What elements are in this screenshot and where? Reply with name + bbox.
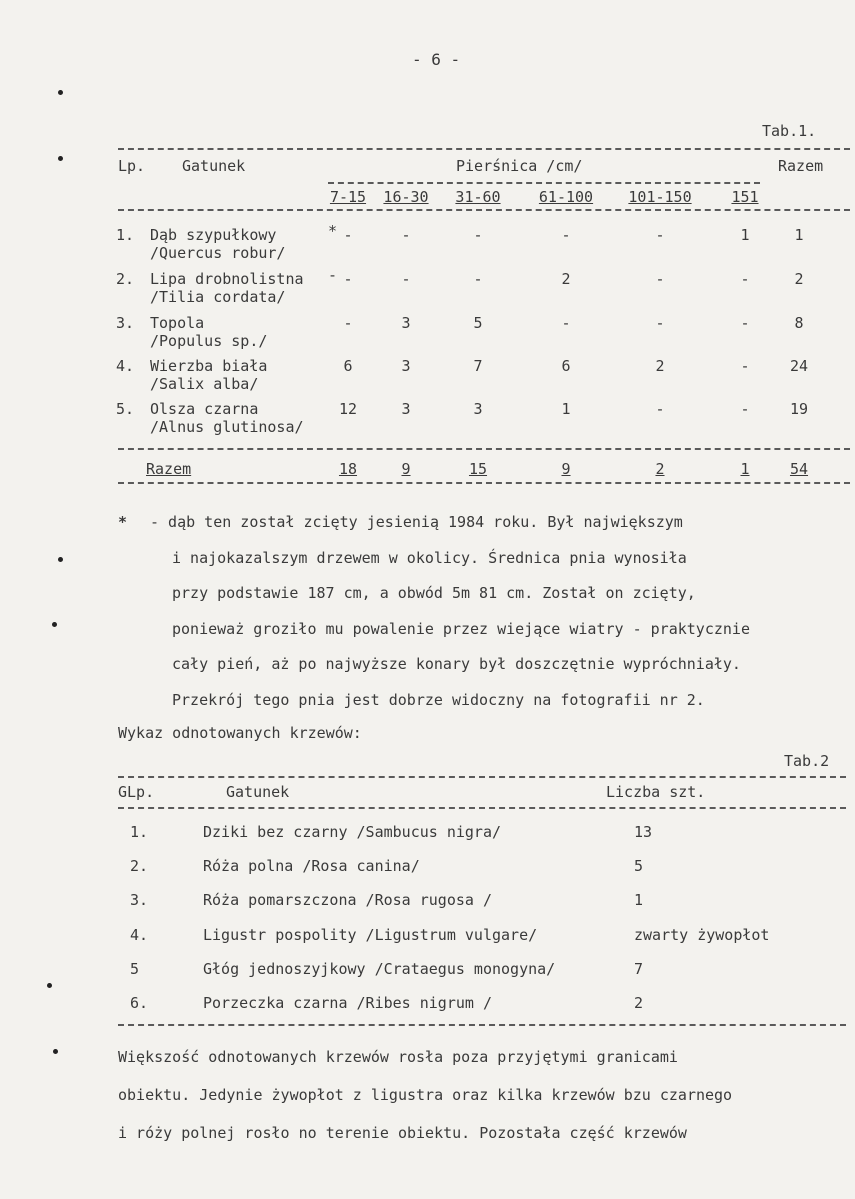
table1-cell: 5: [473, 314, 483, 332]
shrubs-heading: Wykaz odnotowanych krzewów:: [118, 724, 362, 742]
table2-row-lp: 4.: [130, 925, 149, 944]
table1-cell: -: [401, 270, 411, 288]
margin-dot: [47, 983, 52, 988]
table2-label: Tab.2: [784, 752, 830, 770]
margin-dot: [58, 90, 63, 95]
table1-rule-top: [118, 148, 850, 150]
table1-cell: 1: [561, 400, 571, 418]
closing-line: i róży polnej rosło no terenie obiektu. Pozostała część krzewów: [118, 1124, 687, 1142]
table1-cell: 2: [655, 357, 665, 375]
table1-row-total: 2: [794, 270, 804, 288]
margin-dot: [53, 1049, 58, 1054]
table1-cell: -: [343, 314, 353, 332]
table1-cell: 3: [401, 400, 411, 418]
table1-cell: -: [655, 226, 665, 244]
table2-row-species: Ligustr pospolity /Ligustrum vulgare/: [203, 925, 538, 944]
table1-row-marker: *: [328, 222, 338, 240]
table2-row-species: Dziki bez czarny /Sambucus nigra/: [203, 823, 502, 841]
table1-sum-cell: 2: [655, 460, 665, 478]
table2-row-count: 7: [634, 959, 644, 978]
table1-header-total: Razem: [778, 157, 824, 175]
table1-range-header: 61-100: [538, 188, 594, 206]
table1-rule-bottom: [118, 482, 850, 484]
table1-row-total: 8: [794, 314, 804, 332]
table1-row-total: 24: [789, 357, 809, 375]
table1-row-latin: /Alnus glutinosa/: [150, 418, 304, 436]
table1-cell: 2: [561, 270, 571, 288]
table1-row-species: Wierzba biała: [150, 357, 268, 375]
table1-cell: 3: [401, 357, 411, 375]
table2-row-lp: 6.: [130, 994, 149, 1012]
table1-rule-header-bottom: [118, 209, 850, 211]
table1-header-circumference: Pierśnica /cm/: [456, 157, 583, 175]
footnote-marker: *: [118, 513, 128, 531]
footnote-line: przy podstawie 187 cm, a obwód 5m 81 cm. Został on zcięty,: [172, 584, 696, 603]
table1-cell: -: [473, 226, 483, 244]
table1-sum-cell: 9: [561, 460, 571, 478]
page-number: - 6 -: [412, 50, 461, 69]
table2-rule-top: [118, 776, 846, 778]
table1-row-lp: 4.: [116, 357, 135, 375]
table1-label: Tab.1.: [762, 122, 817, 140]
table1-range-header: 151: [731, 188, 759, 206]
table1-range-header: 7-15: [329, 188, 367, 206]
table1-rule-sub: [328, 182, 760, 184]
table2-row-count: 1: [634, 891, 644, 910]
closing-line: obiektu. Jedynie żywopłot z ligustra oraz kilka krzewów bzu czarnego: [118, 1086, 733, 1104]
table2-row-lp: 2.: [130, 857, 149, 876]
table1-cell: -: [655, 314, 665, 332]
table1-cell: 6: [343, 357, 353, 375]
closing-line: Większość odnotowanych krzewów rosła poza przyjętymi granicami: [118, 1048, 678, 1066]
table1-row-latin: /Quercus robur/: [150, 244, 286, 262]
margin-dot: [58, 156, 63, 161]
table1-cell: -: [343, 226, 353, 244]
table1-sum-cell: 18: [338, 460, 358, 478]
table2-rule-header-bottom: [118, 807, 846, 809]
table1-cell: -: [655, 270, 665, 288]
table1-row-latin: /Tilia cordata/: [150, 288, 286, 306]
table1-cell: -: [561, 226, 571, 244]
table1-row-species: Dąb szypułkowy: [150, 226, 277, 244]
table1-cell: -: [740, 400, 750, 418]
table1-header-lp: Lp.: [118, 157, 146, 175]
table1-cell: -: [401, 226, 411, 244]
table1-row-species: Olsza czarna: [150, 400, 259, 418]
table1-header-species: Gatunek: [182, 157, 246, 175]
table1-sum-cell: 1: [740, 460, 750, 478]
table1-cell: -: [655, 400, 665, 418]
table1-range-header: 31-60: [455, 188, 501, 206]
footnote-line: - dąb ten został zcięty jesienią 1984 roku. Był największym: [150, 513, 683, 531]
table1-row-lp: 1.: [116, 226, 135, 244]
margin-dot: [52, 622, 57, 627]
table1-cell: 3: [473, 400, 483, 418]
table2-header-count: Liczba szt.: [606, 783, 706, 801]
table1-row-latin: /Salix alba/: [150, 375, 259, 393]
table1-row-marker: -: [328, 266, 338, 284]
table2-row-count: 5: [634, 857, 644, 876]
table1-sum-label: Razem: [146, 460, 192, 478]
table2-header-species: Gatunek: [226, 783, 290, 801]
table1-sum-cell: 15: [468, 460, 488, 478]
table2-header-lp: GLp.: [118, 783, 155, 801]
table1-cell: 6: [561, 357, 571, 375]
table1-rule-sum-top: [118, 448, 850, 450]
table1-cell: 3: [401, 314, 411, 332]
table1-cell: -: [343, 270, 353, 288]
table2-row-species: Głóg jednoszyjkowy /Crataegus monogyna/: [203, 959, 556, 978]
table1-sum-total: 54: [789, 460, 809, 478]
table1-cell: 7: [473, 357, 483, 375]
table2-row-count: 2: [634, 994, 644, 1012]
footnote-line: i najokazalszym drzewem w okolicy. Średnica pnia wynosiła: [172, 548, 687, 567]
table1-row-lp: 2.: [116, 270, 135, 288]
table1-range-header: 16-30: [383, 188, 429, 206]
table1-cell: -: [740, 270, 750, 288]
table2-row-lp: 3.: [130, 891, 149, 910]
table1-row-species: Topola: [150, 314, 205, 332]
table1-range-header: 101-150: [628, 188, 692, 206]
table1-cell: -: [740, 357, 750, 375]
table1-row-latin: /Populus sp./: [150, 332, 268, 350]
table2-row-species: Róża polna /Rosa canina/: [203, 857, 420, 876]
footnote-line: Przekrój tego pnia jest dobrze widoczny na fotografii nr 2.: [172, 691, 705, 709]
table1-sum-cell: 9: [401, 460, 411, 478]
footnote-line: cały pień, aż po najwyższe konary był doszczętnie wypróchniały.: [172, 655, 741, 674]
table1-row-lp: 3.: [116, 314, 135, 332]
table1-row-species: Lipa drobnolistna: [150, 270, 304, 288]
table2-row-lp: 5: [130, 959, 140, 978]
table1-cell: 12: [338, 400, 358, 418]
table1-cell: -: [740, 314, 750, 332]
table2-row-count: zwarty żywopłot: [634, 925, 770, 944]
table1-row-total: 19: [789, 400, 809, 418]
table1-cell: -: [561, 314, 571, 332]
margin-dot: [58, 557, 63, 562]
table1-cell: 1: [740, 226, 750, 244]
table2-row-lp: 1.: [130, 823, 149, 841]
table1-row-lp: 5.: [116, 400, 135, 418]
table1-cell: -: [473, 270, 483, 288]
footnote-line: ponieważ groziło mu powalenie przez wiejące wiatry - praktycznie: [172, 619, 750, 638]
table1-row-total: 1: [794, 226, 804, 244]
table2-row-species: Róża pomarszczona /Rosa rugosa /: [203, 891, 492, 910]
table2-row-count: 13: [634, 823, 653, 841]
table2-rule-bottom: [118, 1024, 846, 1026]
table2-row-species: Porzeczka czarna /Ribes nigrum /: [203, 994, 492, 1012]
